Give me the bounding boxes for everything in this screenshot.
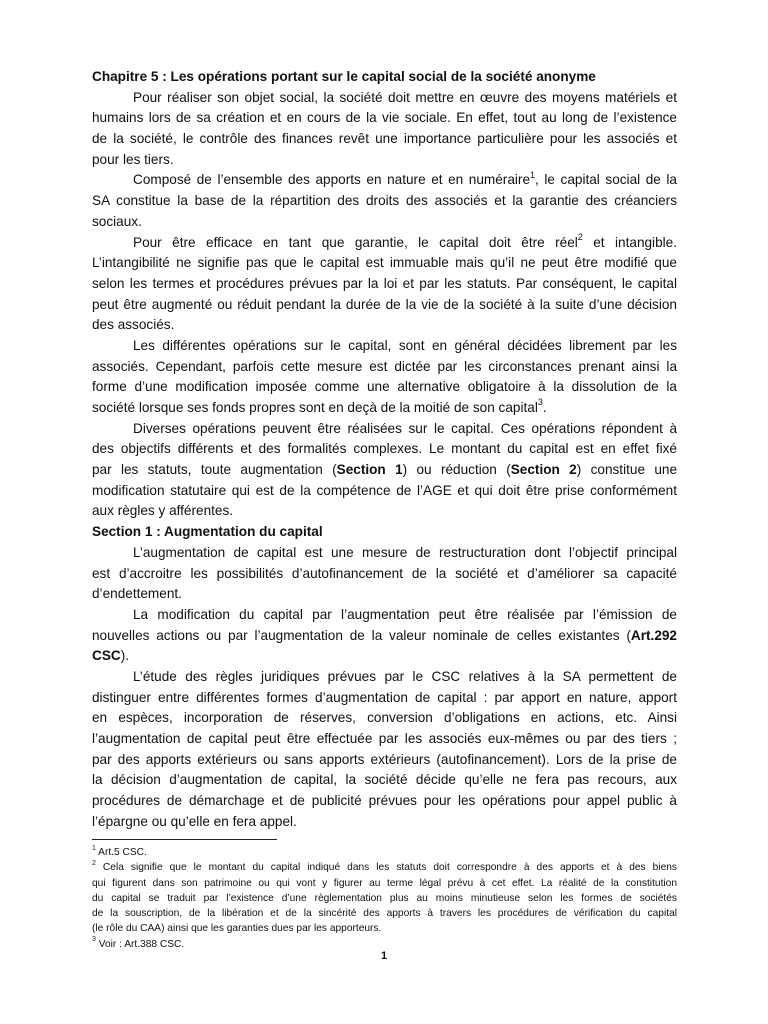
- text-run: CSC: [92, 648, 121, 664]
- text-run: Diverses opérations peuvent être réalisées sur le capital. Ces opérations répondent à: [133, 420, 677, 436]
- text-run: par les statuts, toute augmentation (: [92, 462, 337, 478]
- text-run: des associés.: [92, 317, 175, 333]
- text-run: L’augmentation de capital est une mesure de restructuration dont l’objectif principal: [133, 544, 677, 560]
- text-run: L’étude des règles juridiques prévues par le CSC relatives à la SA permettent de: [133, 668, 677, 684]
- text-run: humains lors de sa création et en cours de la vie sociale. En effet, tout au long de l’existence: [92, 110, 677, 126]
- text-run: SA constitue la base de la répartition des droits des associés et la garantie des créanciers: [92, 193, 677, 209]
- text-line: [92, 460, 677, 481]
- text-run: Pour réaliser son objet social, la société doit mettre en œuvre des moyens matériels et: [133, 89, 677, 105]
- text-line: [92, 812, 677, 833]
- footnote-ref: 1: [530, 169, 536, 180]
- footnote-line: [92, 921, 677, 936]
- text-run: forme d’une modification imposée comme une alternative obligatoire à la dissolution de la: [92, 379, 677, 395]
- text-run: de la société, le contrôle des finances revêt une importance particulière pour les associés et: [92, 131, 677, 147]
- chapter-title: [92, 67, 677, 88]
- text-line: [92, 233, 677, 254]
- text-line: [92, 626, 677, 647]
- text-run: l’augmentation de capital peut être effectuée par les associés eux-mêmes ou par des tiers ;: [92, 731, 677, 746]
- text-run: sociaux.: [92, 213, 142, 229]
- text-line: [92, 88, 677, 109]
- text-line: [92, 729, 677, 750]
- text-run: d’endettement.: [92, 586, 182, 602]
- text-line: [92, 481, 677, 502]
- text-line: [92, 419, 677, 440]
- text-run: pour les tiers.: [92, 151, 174, 167]
- footnote-line: [92, 860, 677, 875]
- text-line: [92, 191, 677, 212]
- text-run: La modification du capital par l’augmentation peut être réalisée par l’émission de: [133, 606, 677, 622]
- text-line: [92, 439, 677, 460]
- text-run: Art.292: [630, 627, 677, 643]
- text-line: [92, 315, 677, 336]
- text-line: [92, 377, 677, 398]
- text-run: est d’accroitre les possibilités d’autofinancement de la société et d’améliorer sa capacité: [92, 565, 677, 581]
- text-line: [92, 605, 677, 626]
- text-run: modification statutaire qui est de la compétence de l’AGE et qui doit être prise conformément: [92, 482, 677, 498]
- footnote-ref: 3: [537, 397, 543, 408]
- text-run: et intangible.: [582, 234, 677, 250]
- text-line: [92, 501, 677, 522]
- footnote-ref: 1: [92, 844, 96, 852]
- text-run: du capital se traduit par l’existence d’une règlementation plus au moins minutieuse selon les formes de sociétés: [92, 892, 677, 904]
- text-line: [92, 212, 677, 233]
- footnote-line: [92, 845, 677, 860]
- text-line: [92, 108, 677, 129]
- text-run: ) constitue une: [576, 462, 678, 478]
- text-line: [92, 295, 677, 316]
- text-line: [92, 646, 677, 667]
- footnote-ref: 2: [92, 859, 96, 867]
- text-run: distinguer entre différentes formes d’augmentation de capital : par apport en nature, apport: [92, 689, 677, 705]
- text-run: en espèces, incorporation de réserves, conversion d’obligations en actions, etc. Ainsi: [92, 710, 677, 726]
- text-run: aux règles y afférentes.: [92, 503, 234, 519]
- text-line: [92, 564, 677, 585]
- text-line: [92, 584, 677, 605]
- text-line: [92, 791, 677, 812]
- text-run: de la souscription, de la libération et de la sincérité des apports à travers les procédures de vérification du capital: [92, 908, 677, 920]
- text-run: , le capital social de la: [535, 172, 677, 188]
- text-line: [92, 667, 677, 688]
- text-run: procédures de démarchage et de publicité prévues pour les opérations pour appel public à: [92, 793, 677, 809]
- text-run: Section 1 : Augmentation du capital: [92, 524, 323, 540]
- text-run: .: [542, 400, 547, 415]
- text-run: des objectifs différents et des formalités complexes. Le montant du capital est en effet fixé: [92, 441, 677, 457]
- page-number: 1: [380, 950, 388, 962]
- text-line: [92, 708, 677, 729]
- footnote-ref: 3: [92, 936, 96, 944]
- text-run: peut être augmenté ou réduit pendant la durée de la vie de la société à la suite d’une décision: [92, 296, 677, 312]
- text-line: [92, 688, 677, 709]
- text-line: [92, 357, 677, 378]
- text-line: [92, 253, 677, 274]
- text-run: Section 2: [510, 462, 577, 478]
- document-body: [92, 67, 677, 832]
- text-run: (le rôle du CAA) ainsi que les garanties dues par les apporteurs.: [92, 923, 382, 935]
- text-run: Les différentes opérations sur le capital, sont en général décidées librement par les: [133, 337, 677, 353]
- text-run: Art.5 CSC.: [95, 847, 147, 858]
- footnote-line: [92, 891, 677, 906]
- text-line: [92, 274, 677, 295]
- text-run: Cela signifie que le montant du capital indiqué dans les statuts doit correspondre à des apports et à des biens: [95, 862, 677, 874]
- footnote-line: [92, 906, 677, 921]
- footnote-ref: 2: [577, 231, 583, 242]
- text-run: qui figurent dans son patrimoine ou qui vont y figurer au terme légal prévu à cet effet. La réalité de la constitution: [92, 877, 677, 889]
- text-run: ).: [120, 648, 130, 664]
- text-line: [92, 150, 677, 171]
- text-run: ) ou réduction (: [402, 462, 511, 478]
- text-run: l’épargne ou qu’elle en fera appel.: [92, 813, 297, 829]
- text-line: [92, 129, 677, 150]
- text-run: Section 1: [336, 462, 403, 478]
- text-run: Voir : Art.388 CSC.: [95, 938, 185, 950]
- footnote-separator: [92, 839, 277, 840]
- text-run: nouvelles actions ou par l’augmentation de la valeur nominale de celles existantes (: [92, 627, 631, 643]
- text-run: selon les termes et procédures prévues par la loi et par les statuts. Par conséquent, le capital: [92, 275, 677, 291]
- text-run: Pour être efficace en tant que garantie, le capital doit être réel: [133, 234, 578, 250]
- text-line: [92, 770, 677, 791]
- text-run: société lorsque ses fonds propres sont en deçà de la moitié de son capital: [92, 400, 538, 415]
- text-line: [92, 170, 677, 191]
- text-run: la décision d’augmentation de capital, la société décide qu’elle ne fera pas recours, aux: [92, 772, 677, 788]
- section-title: [92, 522, 677, 543]
- text-line: [92, 543, 677, 564]
- text-run: associés. Cependant, parfois cette mesure est dictée par les circonstances prenant ainsi la: [92, 358, 677, 374]
- text-line: [92, 750, 677, 771]
- footnotes: [92, 845, 677, 952]
- text-line: [92, 336, 677, 357]
- text-run: Chapitre 5 : Les opérations portant sur le capital social de la société anonyme: [92, 69, 596, 84]
- text-run: L’intangibilité ne signifie pas que le capital est immuable mais qu’il ne peut être modifié que: [92, 255, 677, 271]
- text-run: par des apports extérieurs ou sans apports extérieurs (autofinancement). Lors de la prise de: [92, 751, 677, 767]
- text-line: [92, 398, 677, 419]
- text-run: Composé de l’ensemble des apports en nature et en numéraire: [133, 172, 531, 188]
- footnote-line: [92, 876, 677, 891]
